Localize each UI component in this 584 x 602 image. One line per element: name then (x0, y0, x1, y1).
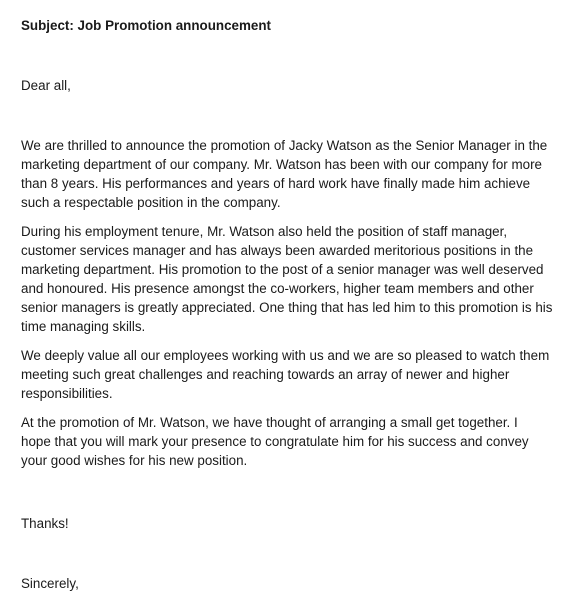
paragraph-line: responsibilities. (21, 386, 113, 401)
closing-thanks: Thanks! (21, 516, 69, 531)
letter-body (21, 136, 581, 480)
paragraph-line: and honoured. His presence amongst the co-workers, higher team members and other (21, 281, 534, 296)
paragraph-line: marketing department. His promotion to the post of a senior manager was well deserved (21, 262, 544, 277)
paragraph-line: time managing skills. (21, 319, 146, 334)
paragraph-line: than 8 years. His performances and years of hard work have finally made him achieve (21, 176, 531, 191)
paragraph-line: hope that you will mark your presence to congratulate him for his success and convey (21, 434, 529, 449)
paragraph-line: customer services manager and has always been awarded meritorious positions in the (21, 243, 534, 258)
signoff: Sincerely, (21, 576, 79, 591)
paragraph-line: During his employment tenure, Mr. Watson also held the position of staff manager, (21, 224, 508, 239)
paragraph-line: marketing department of our company. Mr. Watson has been with our company for more (21, 157, 542, 172)
paragraph-line: We deeply value all our employees working with us and we are so pleased to watch them (21, 348, 550, 363)
paragraph-line: At the promotion of Mr. Watson, we have thought of arranging a small get together. I (21, 415, 518, 430)
paragraph-celebration (21, 413, 581, 470)
subject-line: Subject: Job Promotion announcement (21, 18, 271, 33)
paragraph-line: senior managers is greatly appreciated. One thing that has led him to this promotion is his (21, 300, 553, 315)
paragraph-line: meeting such great challenges and reaching towards an array of newer and higher (21, 367, 510, 382)
paragraph-line: We are thrilled to announce the promotion of Jacky Watson as the Senior Manager in the (21, 138, 548, 153)
paragraph-tenure (21, 222, 581, 336)
paragraph-values (21, 346, 581, 403)
paragraph-line: such a respectable position in the company. (21, 195, 281, 210)
paragraph-line: your good wishes for his new position. (21, 453, 248, 468)
greeting: Dear all, (21, 78, 71, 93)
paragraph-announcement (21, 136, 581, 212)
